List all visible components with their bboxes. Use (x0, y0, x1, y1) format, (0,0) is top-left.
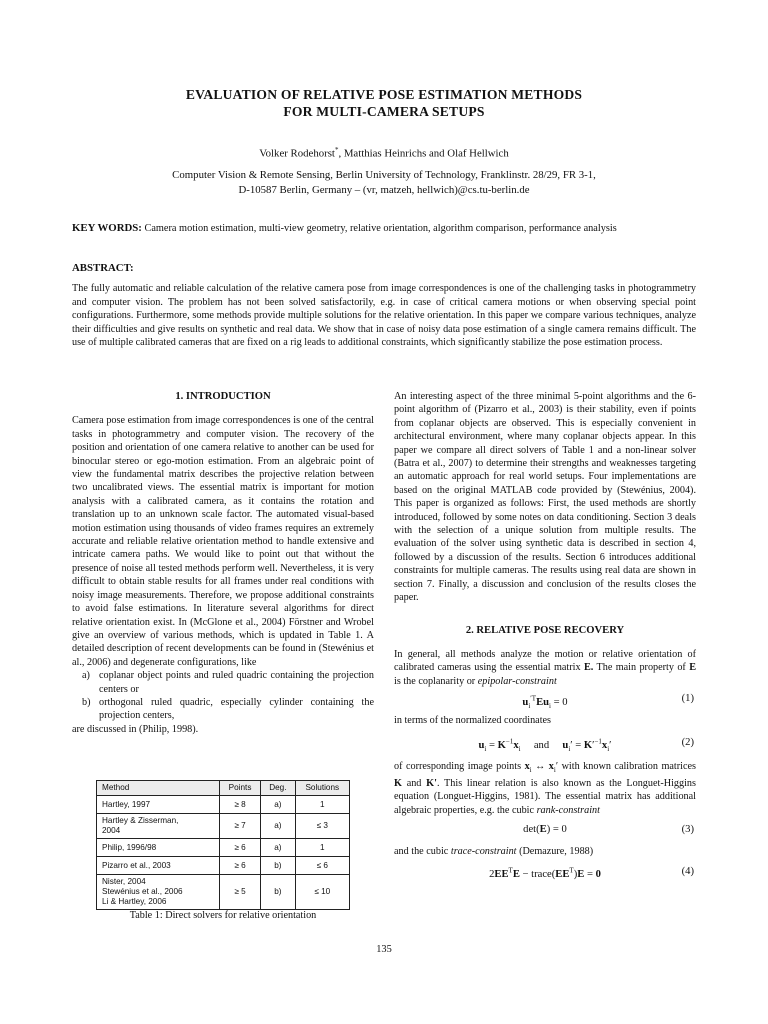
table-cell-points: ≥ 6 (220, 857, 261, 875)
table-cell-deg: b) (261, 875, 295, 910)
author-mark: * (334, 146, 339, 154)
solver-table (96, 780, 350, 910)
table-header: Points (220, 781, 261, 796)
method-line: Pizarro et al., 2003 (102, 860, 171, 870)
authors (0, 146, 768, 160)
left-column (72, 390, 374, 736)
table-header: Deg. (261, 781, 295, 796)
equation-4-body: $2EE^TE$ − $trace(EE^T)E = 0$ (489, 866, 601, 881)
title-line-1: EVALUATION OF RELATIVE POSE ESTIMATION METHODS (185, 87, 583, 102)
title-line-2: FOR MULTI-CAMERA SETUPS (283, 104, 485, 119)
method-line: Stewénius et al., 2006 (102, 887, 183, 896)
paper-title (0, 86, 768, 120)
keywords-label: KEY WORDS: (72, 222, 142, 234)
equation-2 (394, 736, 696, 752)
table-header-row (97, 781, 350, 796)
table-cell-solutions: ≤ 10 (295, 875, 349, 910)
table-row (97, 796, 350, 814)
table-cell-method (97, 875, 220, 910)
equation-4 (394, 865, 696, 881)
author-first: Volker Rodehorst (259, 147, 335, 160)
table-cell-points: ≥ 8 (220, 796, 261, 814)
section-2-paragraph-2: in terms of the normalized coordinates (394, 715, 552, 727)
equation-4-number: (4) (681, 865, 694, 877)
method-line: Philip, 1996/98 (102, 842, 157, 852)
section-2-heading: 2. RELATIVE POSE RECOVERY (465, 624, 625, 636)
equation-2-body: $u_i = K^{-1}x_i$ and $u_i' = K'^{-1}x_i'$ (478, 737, 612, 754)
table-row (97, 875, 350, 910)
list-text: coplanar object points and ruled quadric containing the projection centers or (99, 670, 374, 695)
table-row (97, 857, 350, 875)
equation-3 (394, 823, 696, 839)
table-row (97, 814, 350, 839)
table-cell-method (97, 796, 220, 814)
section-2-paragraph-1: In general, all methods analyze the motion or relative orientation of calibrated cameras using the essential matrix E. The main property of E is the coplanarity or epipolar-constraint (394, 648, 696, 687)
table-cell-deg: a) (261, 814, 295, 839)
abstract-text: The fully automatic and reliable calculation of the relative camera pose from image correspondences is one of the challenging tasks in photogrammetry and computer vision. The problem has not been solved satisfactorily, e.g. in case of critical camera motions or when observing special point configurations. Furthermore, some methods provide multiple solutions for the relative orientation. In this paper we compare various techniques, analyze their difficulties and give results on synthetic and real data. We show that in case of noisy data pose estimation of a single camera remains difficult. The use of multiple calibrated cameras that are fixed on a rig leads to additional constraints, which significantly stabilize the pose estimation process. (72, 283, 696, 348)
affiliation-line-2: D-10587 Berlin, Germany – (vr, matzeh, hellwich)@cs.tu-berlin.de (238, 184, 530, 196)
equation-1-body: $u_i^{'T}Eu_i = 0$ (522, 694, 568, 710)
method-line: 2004 (102, 826, 121, 835)
method-line: Hartley, 1997 (102, 799, 151, 809)
table-cell-points: ≥ 5 (220, 875, 261, 910)
section-2-paragraph-3: of corresponding image points $x_i$ ↔ $x_i'$ with known calibration matrices K and K'. This linear relation is also known as the Longuet-Higgins equation (Longuet-Higgins, 1981). The essential matrix has additional algebraic properties, e.g. the cubic rank-constraint (394, 760, 696, 816)
table-cell-deg: a) (261, 796, 295, 814)
list-marker: b) (82, 696, 91, 708)
equation-3-number: (3) (681, 824, 694, 836)
page-number: 135 (376, 944, 392, 955)
keywords-text: Camera motion estimation, multi-view geometry, relative orientation, algorithm comparison, performance analysis (144, 223, 617, 234)
table-header: Solutions (295, 781, 349, 796)
section-2-paragraph-4: and the cubic trace-constraint (Demazure, 1988) (394, 846, 594, 858)
section-1-heading: 1. INTRODUCTION (175, 391, 271, 402)
affiliation (0, 168, 768, 198)
method-line: Li & Hartley, 2006 (102, 897, 167, 906)
table-cell-method (97, 857, 220, 875)
table-cell-deg: a) (261, 839, 295, 857)
table-cell-solutions: 1 (295, 796, 349, 814)
table-caption: Table 1: Direct solvers for relative orientation (129, 910, 317, 921)
equation-1-number: (1) (681, 693, 694, 705)
table-header: Method (97, 781, 220, 796)
table-row (97, 839, 350, 857)
section-1-after-list: are discussed in (Philip, 1998). (72, 723, 199, 735)
table-cell-solutions: ≤ 6 (295, 857, 349, 875)
table-cell-points: ≥ 6 (220, 839, 261, 857)
list-marker: a) (82, 670, 90, 682)
table-cell-solutions: 1 (295, 839, 349, 857)
table-cell-deg: b) (261, 857, 295, 875)
table-cell-points: ≥ 7 (220, 814, 261, 839)
table-cell-solutions: ≤ 3 (295, 814, 349, 839)
right-paragraph: An interesting aspect of the three minimal 5-point algorithms and the 6-point algorithm of (Pizarro et al., 2003) is their stability, even if points from coplanar objects are observed. This is especially convenient in architectural environment, where many coplanar objects appear. In this paper we compare all direct solvers of Table 1 and a non-linear solver (Batra et al., 2007) to determine their strengths and weaknesses targeting an automatic approach for real world setups. Four implementations are based on the original MATLAB code provided by (Stewénius, 2004). This paper is organized as follows: First, the used methods are shortly introduced, followed by some notes on data conditioning. Section 3 deals with the selection of a unique solution from multiple results. The evaluation of the solver using synthetic data is described in section 4, followed by a discussion of the results. Section 6 introduces additional constraints for multiple cameras. The results using real data are shown in section 7. Finally, a discussion and conclusion of the results closes the paper. (394, 391, 696, 604)
equation-1 (394, 692, 696, 708)
equation-2-number: (2) (681, 736, 694, 748)
author-rest: , Matthias Heinrichs and Olaf Hellwich (338, 147, 509, 160)
degenerate-list (72, 669, 374, 723)
solver-table-wrap (96, 780, 350, 910)
abstract-heading: ABSTRACT: (72, 262, 134, 274)
table-cell-method (97, 814, 220, 839)
list-item (72, 669, 374, 696)
list-item (72, 696, 374, 723)
affiliation-line-1: Computer Vision & Remote Sensing, Berlin University of Technology, Franklinstr. 28/29, FR 3-1, (172, 169, 596, 181)
table-cell-method (97, 839, 220, 857)
equation-3-body: det(E) = 0 (523, 824, 567, 836)
keywords (72, 222, 702, 234)
method-line: Nister, 2004 (102, 877, 146, 886)
right-column (394, 390, 696, 881)
section-1-paragraph: Camera pose estimation from image correspondences is one of the central tasks in photogrammetry and computer vision. The recovery of the position and orientation of one camera relative to another can be used for binocular stereo or ego-motion estimation. From an algebraic point of view the fundamental matrix describes the projective relation between two uncalibrated views. The essential matrix is important for motion analysis with a calibrated camera, as it contains the rotation and translation up to an unknown scale factor. The automated visual-based motion estimation using thousands of video frames requires an extremely accurate and reliable relative orientation method to handle extensive and intricate camera paths. We would like to point out that without the presence of noise all tested methods perform well. Nevertheless, it is very difficult to obtain stable results for all frames under real conditions with noisy image measurements. Therefore, we propose additional constraints to avoid false estimations. In literature several algorithms for direct relative orientation exist. In (McGlone et al., 2004) Förstner and Wrobel give an overview of various methods, which is updated in Table 1. A detailed description of recent developments can be found in (Stewénius et al., 2006) and degenerate configurations, like (72, 415, 374, 668)
list-text: orthogonal ruled quadric, especially cylinder containing the projection centers, (99, 696, 374, 722)
method-line: Hartley & Zisserman, (102, 816, 179, 825)
